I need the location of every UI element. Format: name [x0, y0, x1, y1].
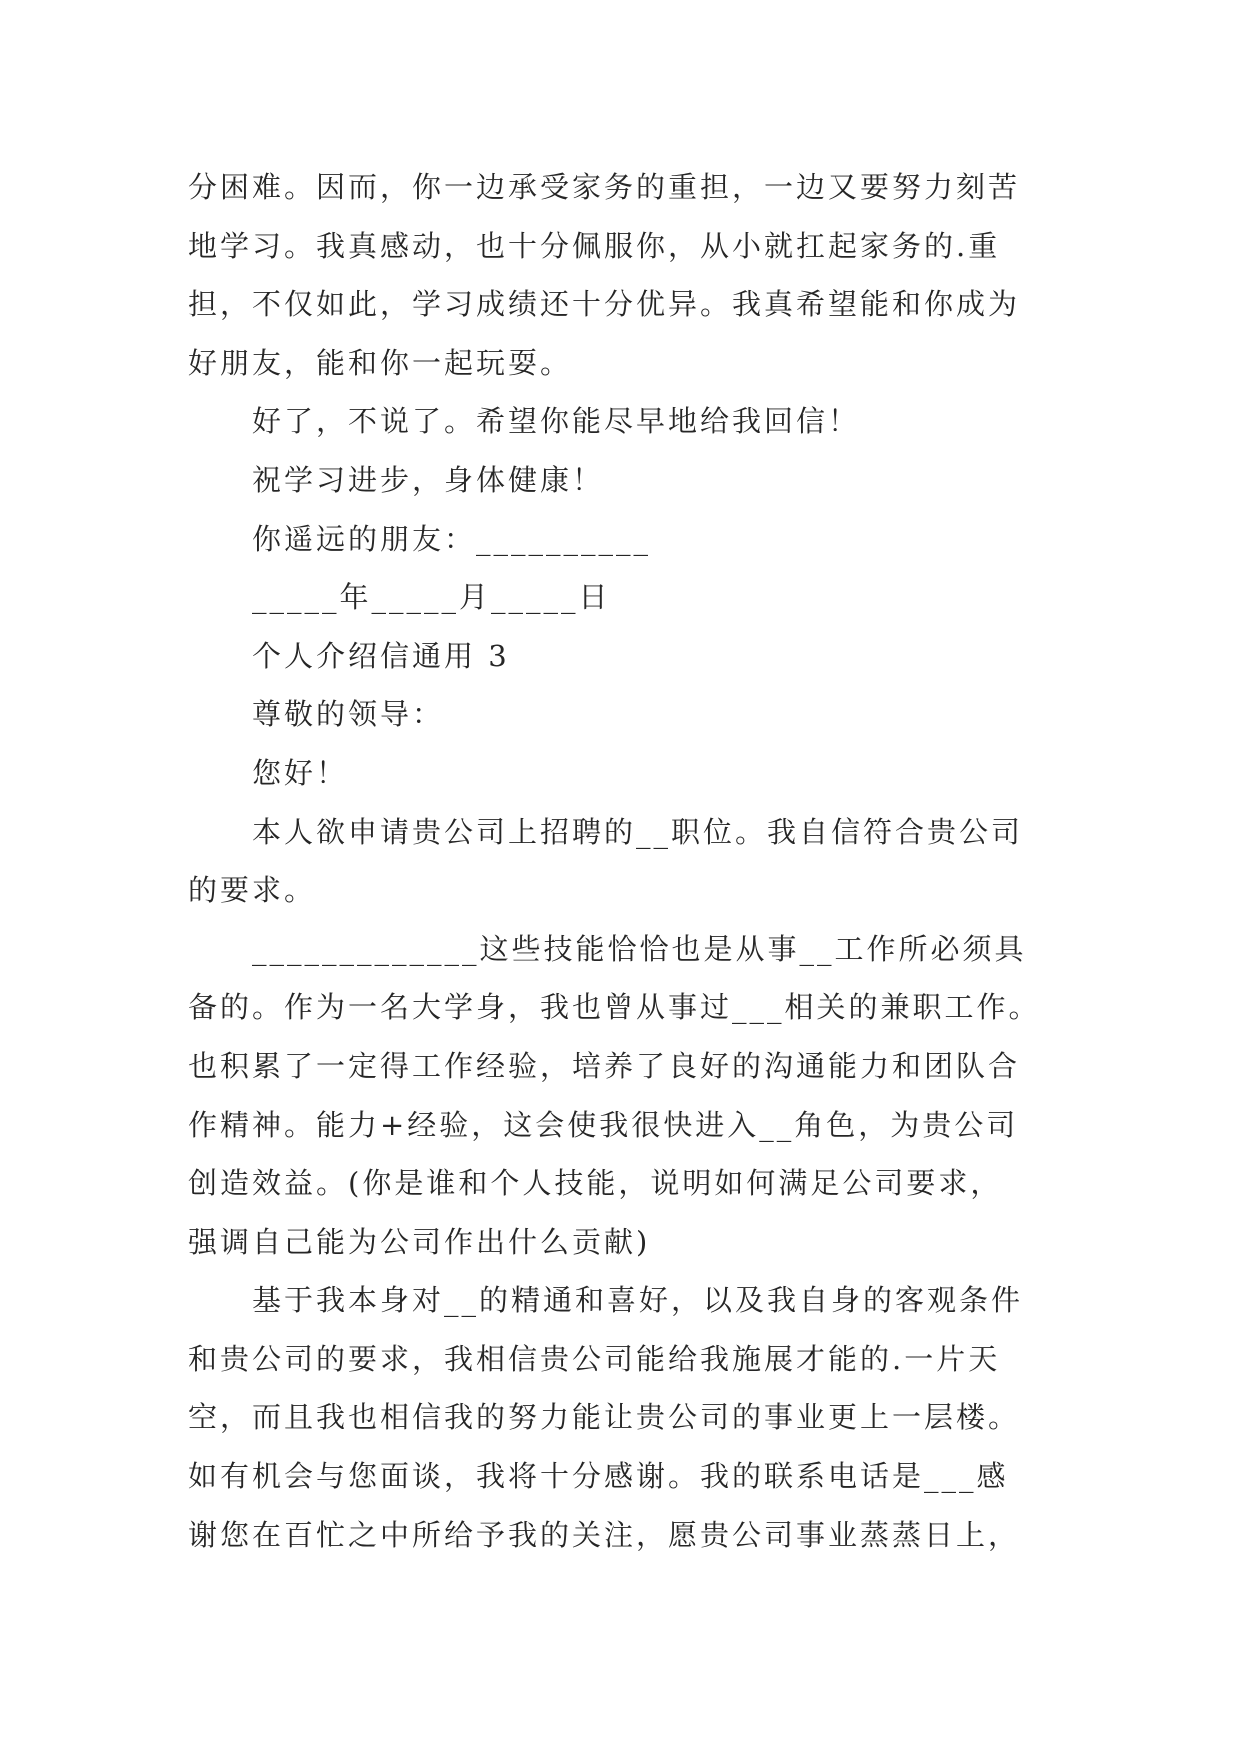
- text-line: 基于我本身对__的精通和喜好，以及我自身的客观条件: [252, 1283, 1024, 1318]
- text-line: _____________这些技能恰恰也是从事__工作所必须具: [252, 931, 1027, 966]
- text-line: 担，不仅如此，学习成绩还十分优异。我真希望能和你成为: [188, 287, 1021, 322]
- signature-line: 你遥远的朋友：__________: [252, 521, 652, 556]
- date-line: _____年_____月_____日: [252, 580, 611, 615]
- text-line: 好朋友，能和你一起玩耍。: [188, 345, 573, 380]
- text-line: 地学习。我真感动，也十分佩服你，从小就扛起家务的.重: [188, 228, 1001, 263]
- closing-line: 好了，不说了。希望你能尽早地给我回信！: [252, 404, 861, 439]
- text-line: 也积累了一定得工作经验，培养了良好的沟通能力和团队合: [188, 1048, 1021, 1083]
- text-line: 如有机会与您面谈，我将十分感谢。我的联系电话是___感: [188, 1459, 1009, 1494]
- text-line: 分困难。因而，你一边承受家务的重担，一边又要努力刻苦: [188, 170, 1021, 204]
- text-line: 谢您在百忙之中所给予我的关注，愿贵公司事业蒸蒸日上，: [188, 1517, 1021, 1552]
- text-line: 强调自己能为公司作出什么贡献): [188, 1224, 651, 1259]
- text-line: 作精神。能力+经验，这会使我很快进入__角色，为贵公司: [188, 1107, 1019, 1142]
- letter-body: [188, 158, 1058, 1564]
- text-line: 备的。作为一名大学身，我也曾从事过___相关的兼职工作。: [188, 990, 1041, 1025]
- text-line: 和贵公司的要求，我相信贵公司能给我施展才能的.一片天: [188, 1341, 1001, 1376]
- text-line: 创造效益。(你是谁和个人技能，说明如何满足公司要求，: [188, 1166, 1003, 1201]
- text-line: 空，而且我也相信我的努力能让贵公司的事业更上一层楼。: [188, 1400, 1021, 1435]
- text-line: 本人欲申请贵公司上招聘的__职位。我自信符合贵公司: [252, 814, 1024, 849]
- text-line: 的要求。: [188, 873, 317, 908]
- greeting: 您好！: [252, 755, 349, 790]
- salutation: 尊敬的领导：: [252, 697, 445, 732]
- section-title: 个人介绍信通用 3: [252, 638, 510, 673]
- greeting-wish: 祝学习进步，身体健康！: [252, 462, 605, 497]
